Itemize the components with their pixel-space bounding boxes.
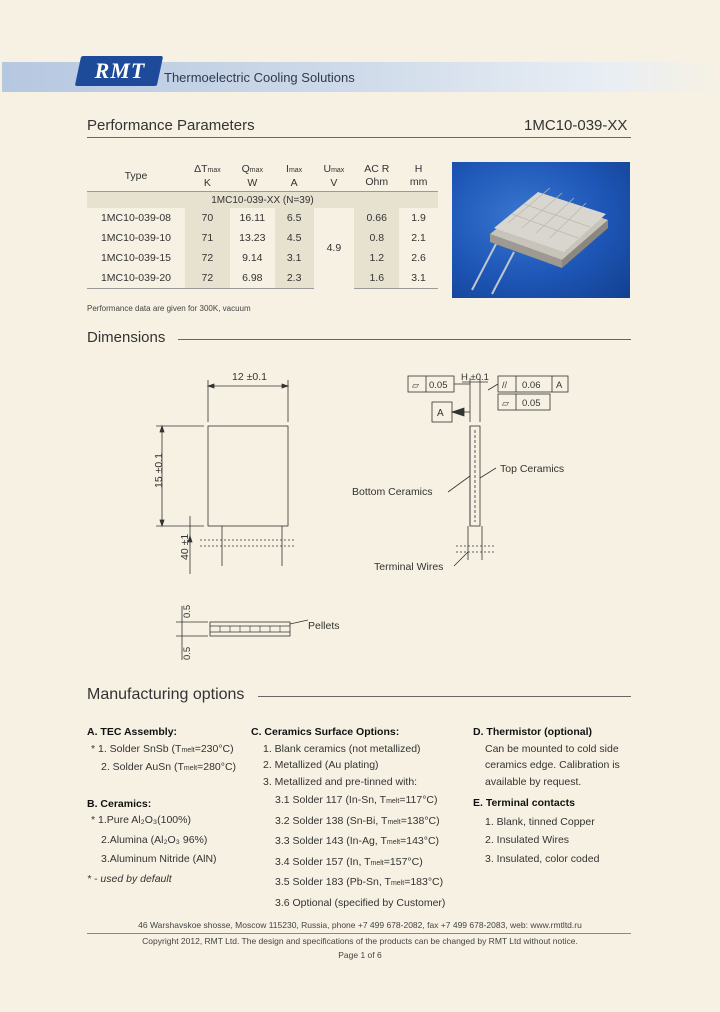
tagline: Thermoelectric Cooling Solutions — [164, 70, 355, 85]
cell-i: 6.5 — [275, 208, 314, 228]
list-item: 3.6 Optional (specified by Customer) — [275, 896, 446, 909]
cell-i: 3.1 — [275, 248, 314, 268]
performance-title: Performance Parameters — [87, 117, 255, 134]
footer-page: Page 1 of 6 — [338, 950, 382, 960]
wire-dimension: 40 ±1 — [179, 533, 191, 560]
table-row — [87, 268, 438, 289]
dimension-drawing — [150, 360, 620, 680]
surface-options-block — [251, 724, 471, 911]
datum-box: A — [437, 408, 444, 419]
terminal-wires-label: Terminal Wires — [374, 561, 444, 573]
list-item: 2. Solder AuSn (Tmelt=280°C) — [101, 761, 237, 773]
width-dimension: 12 ±0.1 — [232, 371, 267, 383]
surface-heading: C. Ceramics Surface Options: — [251, 726, 400, 738]
cell-type: 1MC10-039-08 — [100, 212, 171, 224]
col-qmax: Qmax W — [230, 161, 275, 192]
parallel-tolerance: 0.06 — [522, 380, 541, 391]
list-item: 3. Metallized and pre-tinned with: — [263, 775, 418, 788]
cell-h: 1.9 — [411, 212, 426, 224]
list-item: 2.Alumina (Al₂O₃ 96%) — [101, 833, 208, 846]
thickness-top: 0.5 — [182, 604, 193, 618]
manufacturing-title: Manufacturing options — [87, 686, 245, 703]
col-type: Type — [87, 161, 185, 192]
parallel-icon: // — [502, 380, 508, 390]
list-item: 3.2 Solder 138 (Sn-Bi, Tmelt=138°C) — [275, 814, 440, 827]
list-item: 1. Blank ceramics (not metallized) — [263, 742, 421, 755]
top-ceramics-label: Top Ceramics — [500, 463, 565, 475]
module-outline — [208, 426, 288, 526]
cell-r: 0.8 — [354, 228, 399, 248]
list-item: 1. Blank, tinned Copper — [485, 815, 595, 828]
text-line: available by request. — [485, 775, 582, 788]
list-item: 3.1 Solder 117 (In-Sn, Tmelt=117°C) — [275, 794, 438, 806]
list-item: * 1. Solder SnSb (Tmelt=230°C) — [91, 742, 234, 755]
cell-q: 13.23 — [239, 232, 266, 244]
col-h: H mm — [399, 161, 438, 192]
performance-table — [87, 161, 438, 289]
tec-module-image — [452, 162, 630, 298]
flatness-tolerance: 0.05 — [429, 380, 448, 391]
tec-assembly-block — [87, 724, 247, 887]
table-group-row — [87, 192, 438, 209]
manufacturing-rule — [258, 696, 631, 697]
list-item: 3.3 Solder 143 (In-Ag, Tmelt=143°C) — [275, 835, 440, 847]
cell-i: 2.3 — [275, 268, 314, 289]
col-dtmax: ΔTmax K — [185, 161, 230, 192]
flatness-tolerance-2: 0.05 — [522, 398, 541, 409]
col-imax: Imax A — [275, 161, 314, 192]
footer-rule — [87, 933, 631, 934]
tec-assembly-heading: A. TEC Assembly: — [87, 726, 178, 738]
cell-type: 1MC10-039-15 — [100, 252, 171, 264]
col-acr: AC R Ohm — [354, 161, 399, 192]
footer-copyright: Copyright 2012, RMT Ltd. The design and specifications of the products can be changed by RMT Ltd without notice. — [142, 936, 578, 946]
flatness-icon: ⏥ — [412, 380, 419, 390]
cell-dt: 70 — [185, 208, 230, 228]
table-row — [87, 248, 438, 268]
cell-dt: 71 — [185, 228, 230, 248]
list-item: 3.Aluminum Nitride (AlN) — [101, 853, 217, 865]
list-item: * 1.Pure Al₂O₃(100%) — [91, 814, 191, 826]
list-item: 2. Insulated Wires — [485, 834, 570, 846]
table-header-row — [87, 161, 438, 192]
table-row — [87, 208, 438, 228]
cell-h: 2.1 — [411, 232, 426, 244]
part-number: 1MC10-039-XX — [524, 117, 628, 134]
cell-r: 1.6 — [354, 268, 399, 289]
ceramics-heading: B. Ceramics: — [87, 797, 152, 810]
cell-type: 1MC10-039-20 — [87, 268, 185, 289]
cell-umax: 4.9 — [326, 242, 342, 255]
cell-q: 16.11 — [239, 212, 266, 224]
group-label: 1MC10-039-XX (N=39) — [87, 192, 438, 209]
dimensions-rule — [178, 339, 631, 340]
cell-type: 1MC10-039-10 — [100, 232, 171, 244]
default-footnote: * - used by default — [87, 872, 172, 885]
cell-r: 0.66 — [354, 208, 399, 228]
list-item: 3.5 Solder 183 (Pb-Sn, Tmelt=183°C) — [275, 876, 444, 888]
cell-i: 4.5 — [275, 228, 314, 248]
text-line: Can be mounted to cold side — [485, 742, 619, 755]
cell-q: 6.98 — [230, 268, 275, 289]
bottom-ceramics-label: Bottom Ceramics — [352, 486, 433, 498]
cell-q: 9.14 — [242, 252, 263, 264]
footer-address: 46 Warshavskoe shosse, Moscow 115230, Russia, phone +7 499 678-2082, fax +7 499 678-2083, web: www.rmtltd.ru — [138, 920, 582, 930]
list-item: 3. Insulated, color coded — [485, 852, 600, 865]
logo-text: RMT — [94, 58, 146, 83]
cell-dt: 72 — [185, 268, 230, 289]
table-note: Performance data are given for 300K, vacuum — [87, 304, 251, 313]
thermistor-block — [473, 724, 633, 867]
terminal-heading: E. Terminal contacts — [473, 797, 575, 809]
text-line: ceramics edge. Calibration is — [485, 759, 620, 771]
dimensions-title: Dimensions — [87, 329, 166, 346]
datum-ref: A — [556, 380, 563, 391]
table-row — [87, 228, 438, 248]
cell-h: 3.1 — [399, 268, 438, 289]
list-item: 3.4 Solder 157 (In, Tmelt=157°C) — [275, 855, 423, 868]
h-dimension: H ±0.1 — [461, 372, 489, 383]
pellets-label: Pellets — [308, 620, 340, 632]
col-umax: Umax V — [314, 161, 355, 192]
cell-dt: 72 — [185, 248, 230, 268]
thermistor-heading: D. Thermistor (optional) — [473, 726, 592, 738]
product-photo — [452, 162, 630, 298]
performance-rule — [87, 137, 631, 138]
cell-h: 2.6 — [411, 252, 426, 264]
list-item: 2. Metallized (Au plating) — [263, 759, 379, 771]
flatness-icon-2: ⏥ — [502, 398, 509, 408]
height-dimension: 15 ±0.1 — [153, 453, 165, 488]
thickness-bottom: 0.5 — [182, 646, 193, 660]
cell-r: 1.2 — [354, 248, 399, 268]
